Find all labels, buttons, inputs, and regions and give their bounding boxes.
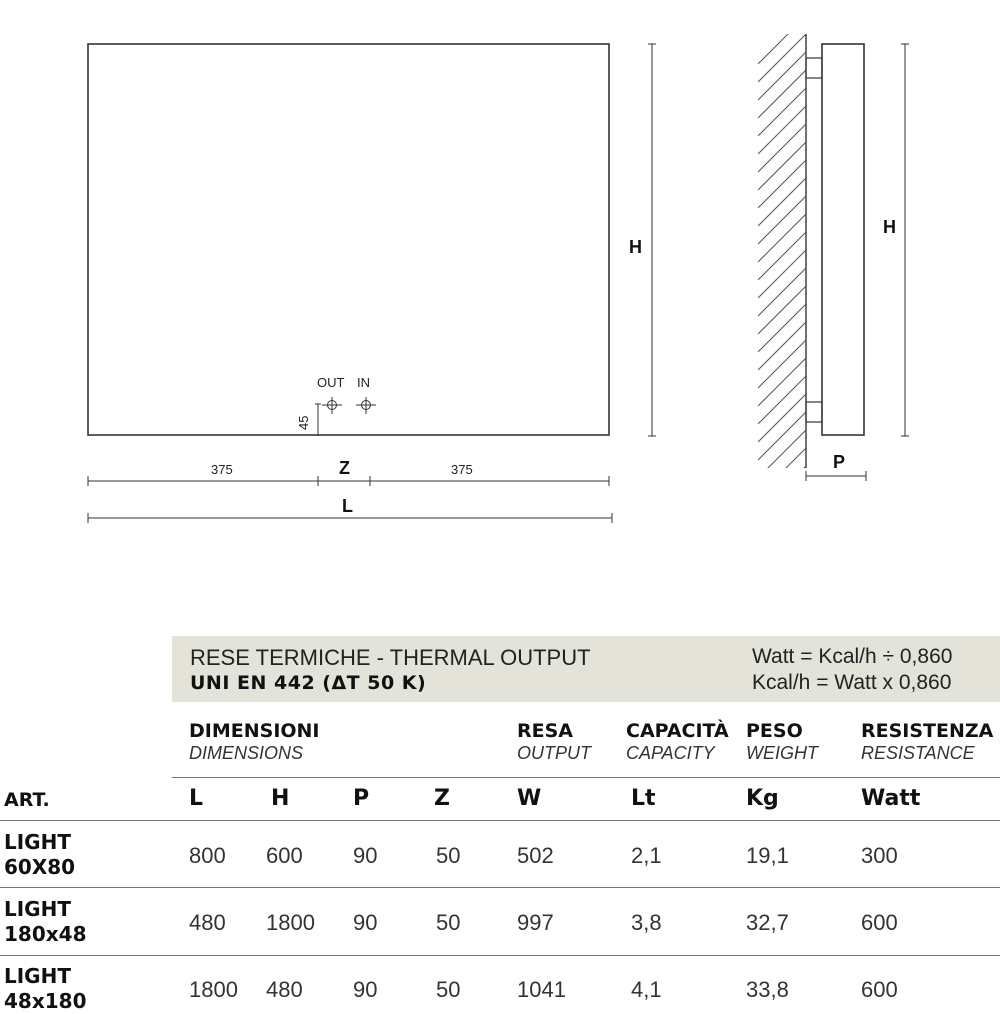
banner-title: RESE TERMICHE - THERMAL OUTPUT <box>190 645 591 670</box>
total-length-label: L <box>342 496 353 516</box>
row-1-h: 600 <box>266 843 303 868</box>
row-1-z: 50 <box>436 843 461 868</box>
divider-row-2 <box>0 955 1000 956</box>
offset-label: 45 <box>296 415 311 430</box>
thermal-output-banner <box>172 636 1000 702</box>
col-header-h: H <box>271 786 290 811</box>
group-header-capacity: CAPACITÀ CAPACITY <box>626 720 729 763</box>
row-1-p: 90 <box>353 843 378 868</box>
row-2-watt: 600 <box>861 910 898 935</box>
row-3-watt: 600 <box>861 977 898 1002</box>
side-height-label: H <box>883 217 896 237</box>
col-header-z: Z <box>434 786 450 811</box>
banner-standard: UNI EN 442 (ΔT 50 K) <box>190 672 427 694</box>
wall-hatching <box>758 16 806 514</box>
group-header-dimensions: DIMENSIONI DIMENSIONS <box>189 720 320 763</box>
group-header-resistance: RESISTENZA RESISTANCE <box>861 720 994 763</box>
divider-row-1 <box>0 887 1000 888</box>
depth-label: P <box>833 452 846 472</box>
col-header-lt: Lt <box>631 786 656 811</box>
row-2-l: 480 <box>189 910 226 935</box>
top-bracket <box>806 58 822 78</box>
row-3-kg: 33,8 <box>746 977 789 1002</box>
formula-kcal: Kcal/h = Watt x 0,860 <box>752 671 952 694</box>
row-3-p: 90 <box>353 977 378 1002</box>
col-header-watt: Watt <box>861 786 921 811</box>
col-header-art: ART. <box>4 789 50 811</box>
col-header-w: W <box>517 786 542 811</box>
row-1-watt: 300 <box>861 843 898 868</box>
row-2-lt: 3,8 <box>631 910 662 935</box>
row-3-l: 1800 <box>189 977 238 1002</box>
out-label: OUT <box>317 375 345 390</box>
right-distance-label: 375 <box>451 462 473 477</box>
row-3-article: LIGHT 48x180 <box>4 964 87 1013</box>
col-header-kg: Kg <box>746 786 779 811</box>
row-2-article: LIGHT 180x48 <box>4 897 87 946</box>
group-header-output: RESA OUTPUT <box>517 720 591 763</box>
front-height-label: H <box>629 237 642 257</box>
row-2-kg: 32,7 <box>746 910 789 935</box>
left-distance-label: 375 <box>211 462 233 477</box>
row-1-w: 502 <box>517 843 554 868</box>
formula-watt: Watt = Kcal/h ÷ 0,860 <box>752 645 953 668</box>
group-header-weight: PESO WEIGHT <box>746 720 818 763</box>
row-2-p: 90 <box>353 910 378 935</box>
row-3-h: 480 <box>266 977 303 1002</box>
row-1-l: 800 <box>189 843 226 868</box>
divider-group <box>172 777 1000 778</box>
row-3-lt: 4,1 <box>631 977 662 1002</box>
row-1-article: LIGHT 60X80 <box>4 830 76 879</box>
center-distance-label: Z <box>339 458 350 478</box>
row-2-h: 1800 <box>266 910 315 935</box>
row-2-z: 50 <box>436 910 461 935</box>
divider-header <box>0 820 1000 821</box>
row-2-w: 997 <box>517 910 554 935</box>
col-header-l: L <box>189 786 204 811</box>
in-label: IN <box>357 375 370 390</box>
row-3-z: 50 <box>436 977 461 1002</box>
front-panel-outline <box>88 44 609 435</box>
col-header-p: P <box>353 786 370 811</box>
row-1-kg: 19,1 <box>746 843 789 868</box>
row-1-lt: 2,1 <box>631 843 662 868</box>
row-3-w: 1041 <box>517 977 566 1002</box>
side-panel-outline <box>822 44 864 435</box>
bottom-bracket <box>806 402 822 422</box>
